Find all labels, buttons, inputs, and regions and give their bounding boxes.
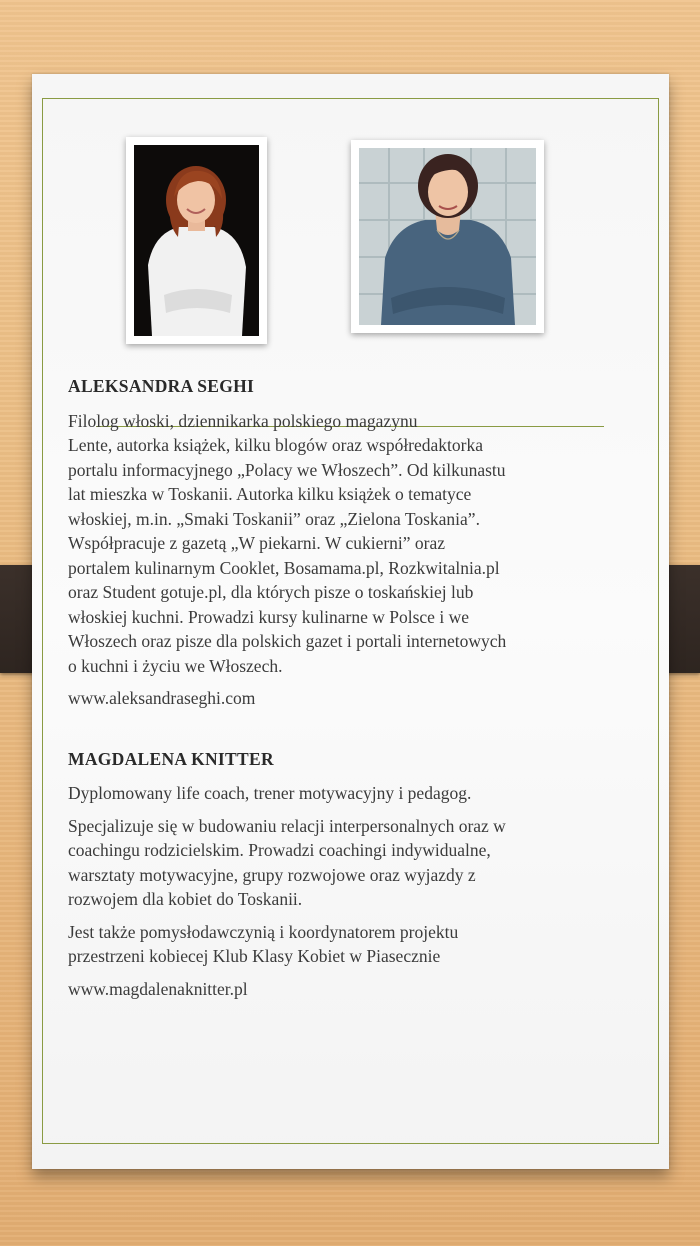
bio-line: lat mieszka w Toskanii. Autorka kilku książek o tematyce — [68, 484, 472, 504]
bio-line: o kuchni i życiu we Włoszech. — [68, 655, 283, 676]
bio-line: Włoszech oraz pisze dla polskich gazet i portali internetowych — [68, 631, 507, 651]
bio-line: warsztaty motywacyjne, grupy rozwojowe oraz wyjazdy z — [68, 864, 476, 885]
bio-line: Specjalizuje się w budowaniu relacji interpersonalnych oraz w — [68, 815, 506, 836]
bio-line: Współpracuje z gazetą „W piekarni. W cukierni” oraz — [68, 533, 446, 553]
bio-line: portalem kulinarnym Cooklet, Bosamama.pl, Rozkwitalnia.pl — [68, 557, 500, 578]
person2-name: MAGDALENA KNITTER — [68, 748, 274, 769]
person2-website[interactable]: www.magdalenaknitter.pl — [68, 978, 248, 999]
photo-magdalena-knitter — [351, 140, 544, 333]
person2-para2 — [68, 920, 578, 969]
bio-line: przestrzeni kobiecej Klub Klasy Kobiet w Piasecznie — [68, 946, 441, 966]
photo-aleksandra-seghi — [126, 137, 267, 344]
bio-line: włoskiej kuchni. Prowadzi kursy kulinarne w Polsce i we — [68, 606, 469, 627]
person1-website[interactable]: www.aleksandraseghi.com — [68, 688, 256, 708]
person2-para1 — [68, 814, 578, 912]
bio-content — [68, 360, 578, 1001]
person1-bio — [68, 409, 578, 679]
bio-line: portalu informacyjnego „Polacy we Włoszech”. Od kilkunastu — [68, 459, 506, 480]
bio-line: Lente, autorka książek, kilku blogów oraz współredaktorka — [68, 435, 484, 455]
bio-line: Jest także pomysłodawczynią i koordynatorem projektu — [68, 921, 459, 942]
bio-line: oraz Student gotuje.pl, dla których pisze o toskańskiej lub — [68, 582, 474, 602]
person1-name: ALEKSANDRA SEGHI — [68, 376, 255, 396]
bio-line: coachingu rodzicielskim. Prowadzi coachingi indywidualne, — [68, 840, 491, 860]
person2-intro: Dyplomowany life coach, trener motywacyjny i pedagog. — [68, 783, 472, 803]
bio-line: włoskiej, m.in. „Smaki Toskanii” oraz „Zielona Toskania”. — [68, 508, 480, 529]
bio-line: Filolog włoski, dziennikarka polskiego magazynu — [68, 410, 418, 431]
bio-line: rozwojem dla kobiet do Toskanii. — [68, 889, 303, 909]
